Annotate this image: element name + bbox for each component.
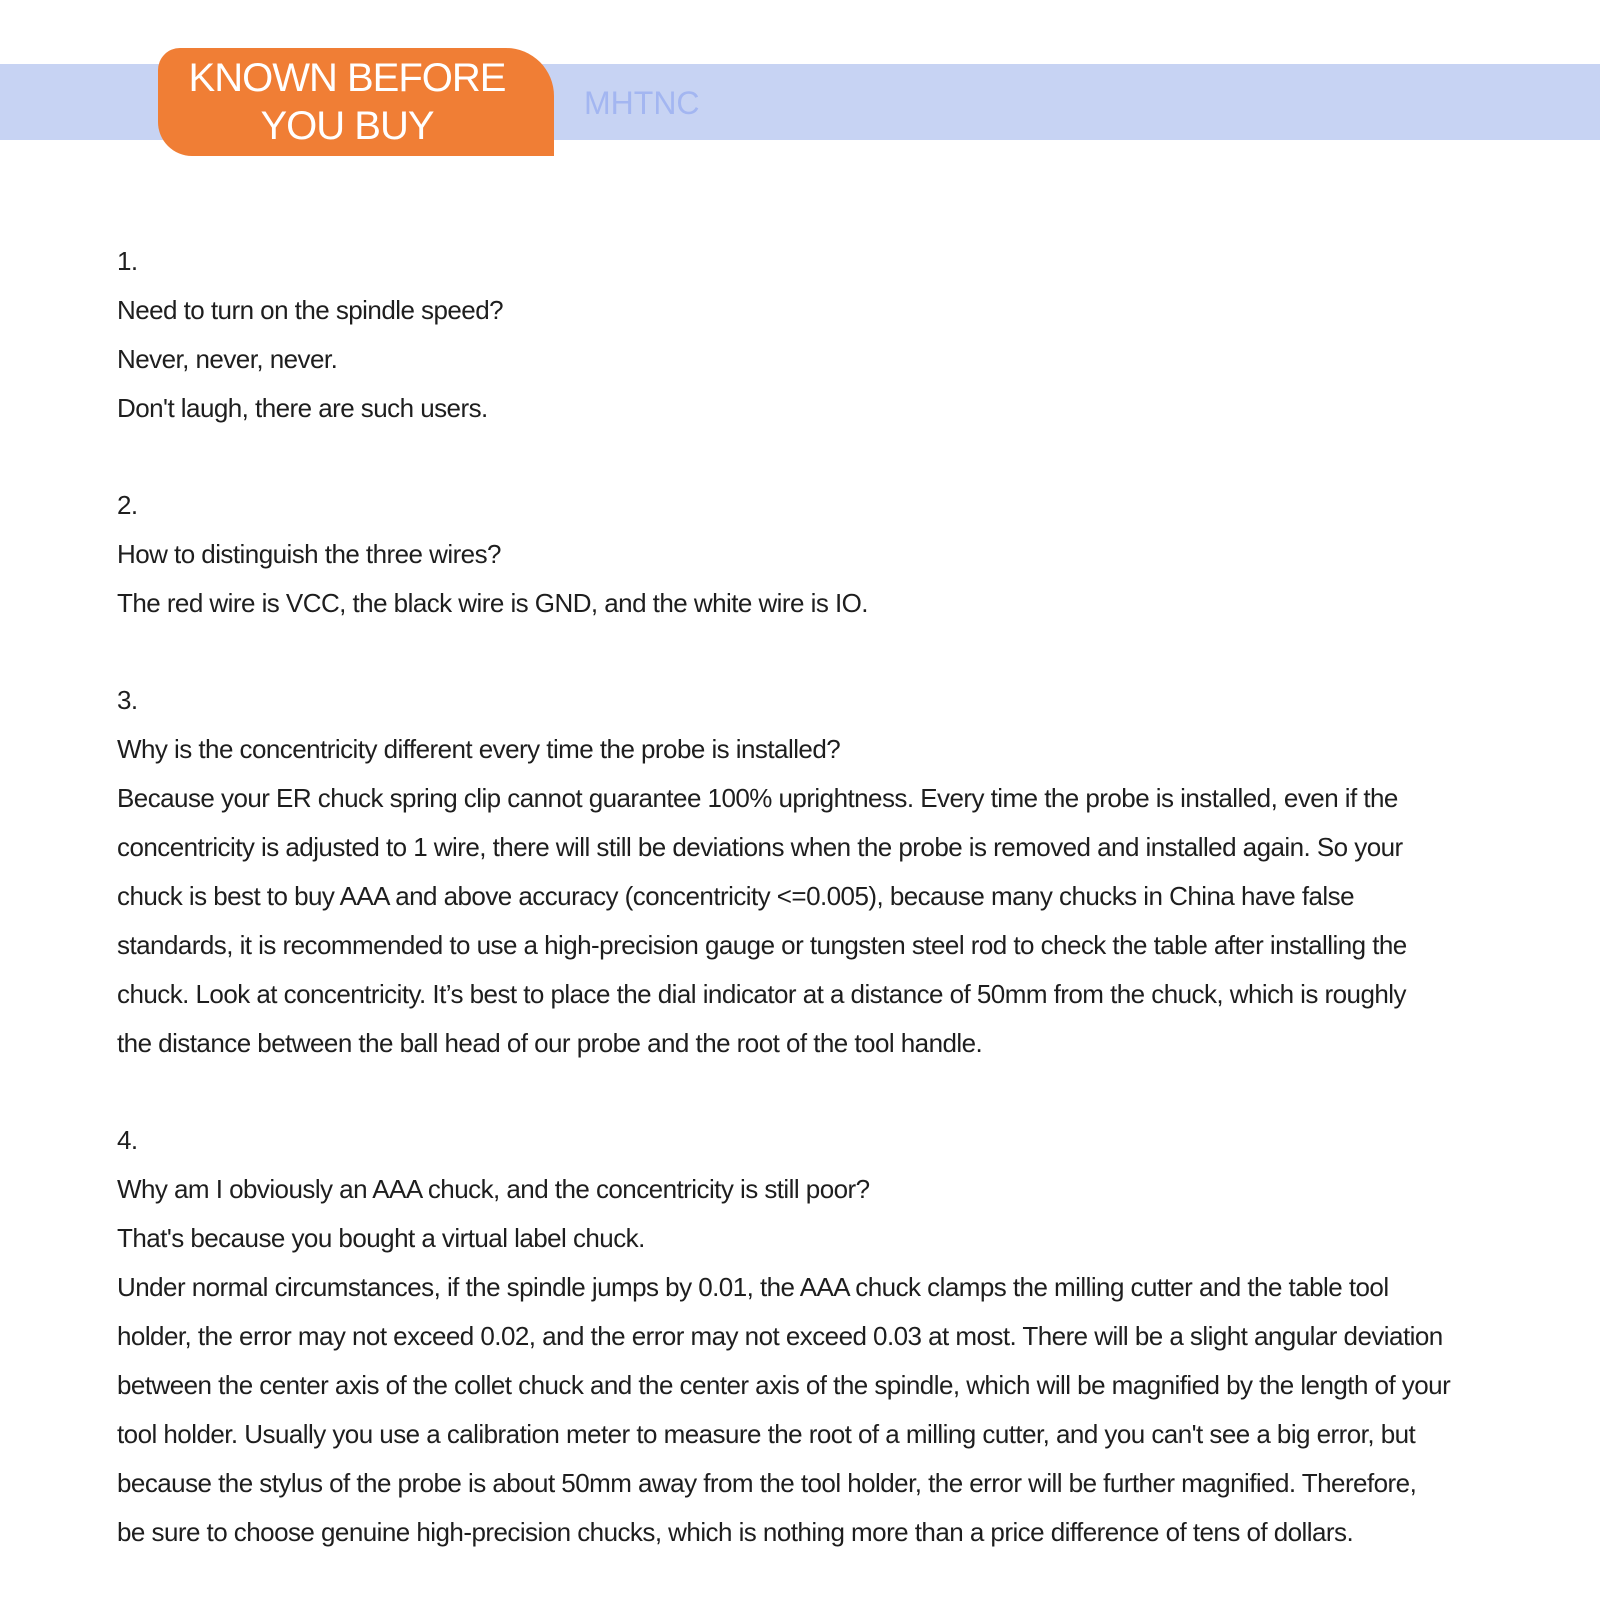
section-number: 4. xyxy=(117,1125,138,1155)
section-answer: The red wire is VCC, the black wire is GND, and the white wire is IO. xyxy=(117,588,868,618)
section-number: 1. xyxy=(117,246,138,276)
section-question: Need to turn on the spindle speed? xyxy=(117,295,504,325)
faq-section-1 xyxy=(117,237,1517,433)
section-answer-line: the distance between the ball head of our probe and the root of the tool handle. xyxy=(117,1028,983,1058)
faq-section-4 xyxy=(117,1116,1517,1557)
section-number: 3. xyxy=(117,685,138,715)
section-answer-line: That's because you bought a virtual label chuck. xyxy=(117,1223,645,1253)
section-answer-line: holder, the error may not exceed 0.02, and the error may not exceed 0.03 at most. There will be a slight angular deviation xyxy=(117,1321,1443,1351)
section-question: How to distinguish the three wires? xyxy=(117,539,501,569)
section-answer-line: standards, it is recommended to use a high-precision gauge or tungsten steel rod to check the table after installing the xyxy=(117,930,1407,960)
banner-title-line-2: YOU BUY xyxy=(260,104,434,148)
section-answer-line: because the stylus of the probe is about 50mm away from the tool holder, the error will be further magnified. Therefore, xyxy=(117,1468,1417,1498)
faq-section-3 xyxy=(117,676,1517,1068)
section-answer: Don't laugh, there are such users. xyxy=(117,393,488,423)
section-question: Why is the concentricity different every time the probe is installed? xyxy=(117,734,841,764)
section-answer-line: between the center axis of the collet chuck and the center axis of the spindle, which will be magnified by the length of your xyxy=(117,1370,1451,1400)
section-answer-line: be sure to choose genuine high-precision chucks, which is nothing more than a price difference of tens of dollars. xyxy=(117,1517,1354,1547)
faq-section-2 xyxy=(117,481,1517,628)
section-answer-line: Under normal circumstances, if the spindle jumps by 0.01, the AAA chuck clamps the milling cutter and the table tool xyxy=(117,1272,1389,1302)
section-answer-line: concentricity is adjusted to 1 wire, there will still be deviations when the probe is removed and installed again. So your xyxy=(117,832,1403,862)
banner-title-line-1: KNOWN BEFORE xyxy=(188,56,506,100)
brand-label: MHTNC xyxy=(584,85,700,121)
faq-content xyxy=(117,237,1517,1605)
section-number: 2. xyxy=(117,490,138,520)
section-answer: Never, never, never. xyxy=(117,344,338,374)
section-answer-line: chuck is best to buy AAA and above accuracy (concentricity <=0.005), because many chucks in China have false xyxy=(117,881,1354,911)
section-question: Why am I obviously an AAA chuck, and the concentricity is still poor? xyxy=(117,1174,870,1204)
known-before-you-buy-banner xyxy=(158,48,554,156)
section-answer-line: chuck. Look at concentricity. It’s best to place the dial indicator at a distance of 50mm from the chuck, which is roughly xyxy=(117,979,1406,1009)
section-answer-line: Because your ER chuck spring clip cannot guarantee 100% uprightness. Every time the probe is installed, even if the xyxy=(117,783,1398,813)
section-answer-line: tool holder. Usually you use a calibration meter to measure the root of a milling cutter, and you can't see a big error, but xyxy=(117,1419,1416,1449)
